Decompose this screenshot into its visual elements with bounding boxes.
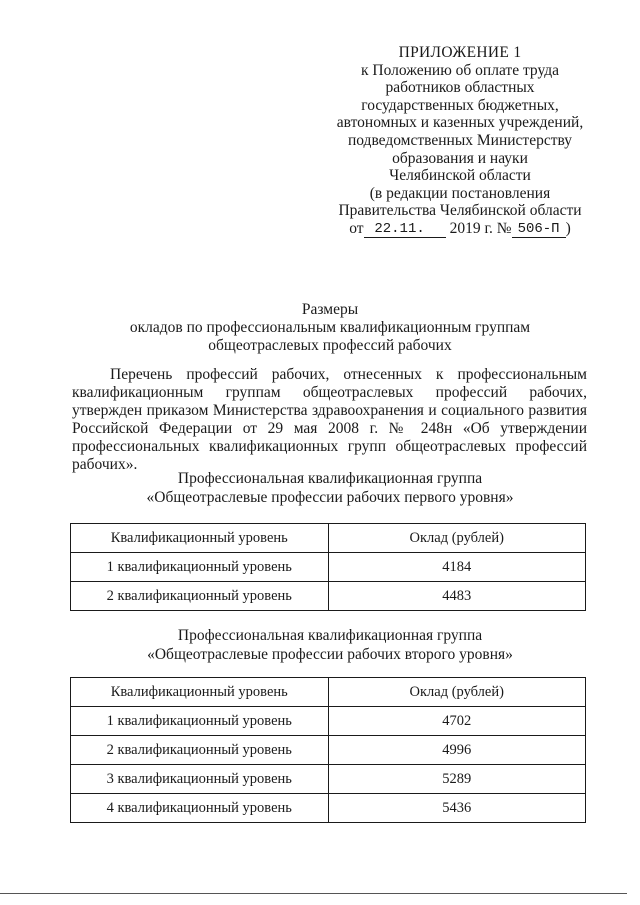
date-prefix: от: [349, 219, 364, 237]
appendix-date-line: [330, 220, 590, 238]
group-title-line: Профессиональная квалификационная группа: [177, 470, 483, 487]
group-title-line: Профессиональная квалификационная группа: [177, 627, 483, 644]
title-line: окладов по профессиональным квалификационным группам: [129, 319, 531, 336]
table-header-row: [71, 524, 586, 553]
appendix-line: образования и науки: [392, 149, 528, 167]
date-underline-gap: [436, 237, 446, 238]
group-title-line: «Общеотраслевые профессии рабочих первого уровня»: [146, 489, 514, 506]
level-cell: 1 квалификационный уровень: [71, 707, 329, 736]
appendix-heading: ПРИЛОЖЕНИЕ 1: [398, 44, 522, 61]
salary-cell: 4483: [328, 582, 586, 611]
appendix-line: к Положению об оплате труда: [360, 61, 560, 79]
close-paren: ): [565, 219, 571, 237]
salary-cell: 4184: [328, 553, 586, 582]
salary-cell: 5289: [328, 765, 586, 794]
level-cell: 4 квалификационный уровень: [71, 794, 329, 823]
table-row: [71, 707, 586, 736]
level-cell: 1 квалификационный уровень: [71, 553, 329, 582]
table-row: [71, 736, 586, 765]
level-cell: 2 квалификационный уровень: [71, 582, 329, 611]
appendix-line: Правительства Челябинской области: [338, 202, 582, 220]
salary-cell: 5436: [328, 794, 586, 823]
column-header-level: Квалификационный уровень: [71, 678, 329, 707]
appendix-line: подведомственных Министерству: [347, 131, 573, 149]
level-cell: 2 квалификационный уровень: [71, 736, 329, 765]
column-header-level: Квалификационный уровень: [71, 524, 329, 553]
salary-table-second-level: [70, 677, 586, 823]
column-header-salary: Оклад (рублей): [328, 524, 586, 553]
appendix-line: работников областных: [385, 79, 535, 97]
level-cell: 3 квалификационный уровень: [71, 765, 329, 794]
appendix-line: государственных бюджетных,: [361, 96, 559, 114]
column-header-salary: Оклад (рублей): [328, 678, 586, 707]
appendix-line: Челябинской области: [389, 167, 531, 185]
intro-paragraph: Перечень профессий рабочих, отнесенных к профессиональным квалификационным группам общеотраслевых профессий рабочих, утвержден приказом Министерства здравоохранения и социального развития Российской Федерации от 29 мая 2008 г. № 248н «Об утверждении профессиональных квалификационных групп общеотраслевых профессий рабочих».: [72, 366, 587, 473]
appendix-line: автономных и казенных учреждений,: [336, 114, 584, 132]
scan-edge-divider: [0, 893, 627, 894]
salary-cell: 4702: [328, 707, 586, 736]
table-header-row: [71, 678, 586, 707]
group-title-first-level: [60, 469, 600, 507]
group-title-second-level: [60, 626, 600, 664]
group-title-line: «Общеотраслевые профессии рабочих второго уровня»: [147, 646, 513, 663]
table-row: [71, 794, 586, 823]
appendix-line: (в редакции постановления: [369, 184, 551, 202]
appendix-header: [330, 44, 590, 238]
salary-cell: 4996: [328, 736, 586, 765]
salary-table-first-level: [70, 523, 586, 611]
document-title: [60, 301, 600, 355]
table-row: [71, 553, 586, 582]
table-row: [71, 582, 586, 611]
table-row: [71, 765, 586, 794]
date-year: 2019 г. №: [449, 219, 512, 237]
title-line: общеотраслевых профессий рабочих: [208, 337, 452, 354]
date-value: 22.11.: [364, 222, 436, 238]
document-number: 506-П: [512, 222, 566, 238]
title-line: Размеры: [301, 301, 359, 318]
